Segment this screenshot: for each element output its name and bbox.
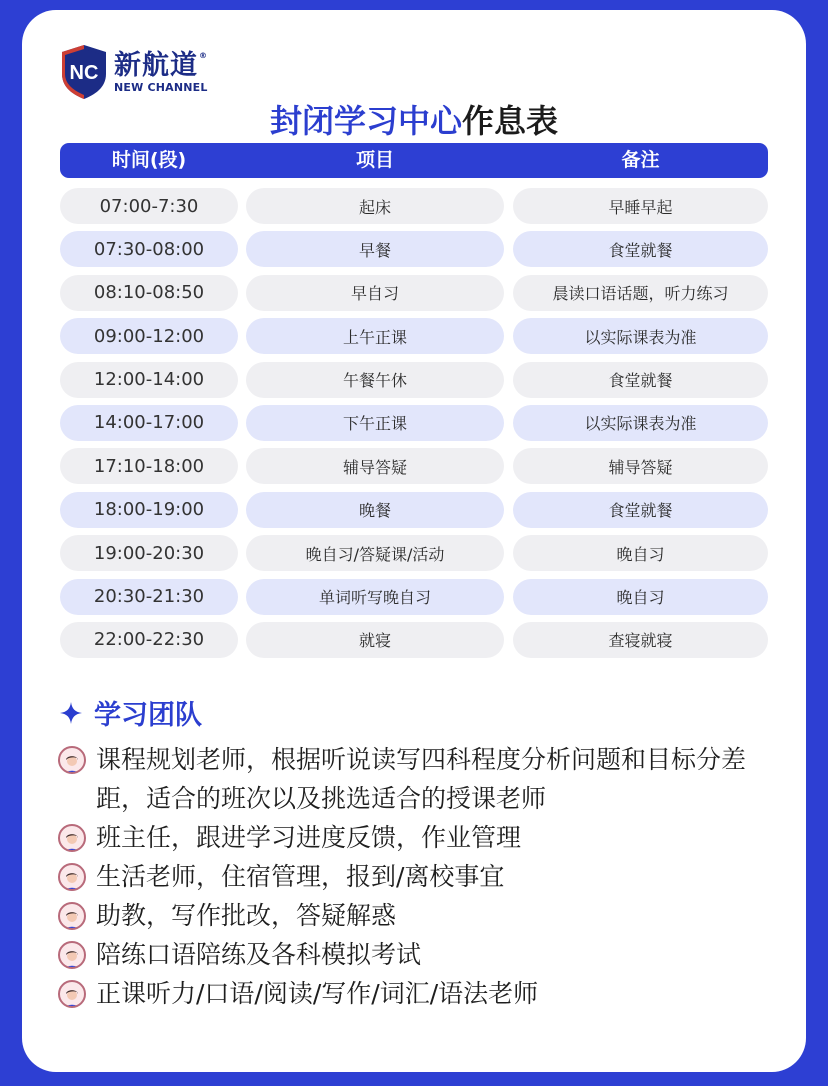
cell-item: 单词听写晚自习 bbox=[246, 579, 504, 615]
avatar-icon bbox=[58, 980, 86, 1008]
cell-note: 以实际课表为准 bbox=[513, 318, 768, 354]
team-list bbox=[58, 740, 778, 1013]
logo-wordmark bbox=[114, 49, 208, 94]
title-highlight: 封闭学习中心 bbox=[269, 102, 462, 140]
shield-logo-icon bbox=[60, 44, 108, 100]
table-row bbox=[60, 579, 768, 622]
logo-mark: NC bbox=[69, 62, 99, 84]
cell-note: 以实际课表为准 bbox=[513, 405, 768, 441]
team-item-text: 助教，写作批改，答疑解惑 bbox=[96, 901, 397, 930]
table-row bbox=[60, 231, 768, 274]
avatar-icon bbox=[58, 824, 86, 852]
avatar-icon bbox=[58, 863, 86, 891]
header-item: 项目 bbox=[355, 149, 394, 171]
team-list-item bbox=[58, 896, 778, 935]
team-list-item bbox=[58, 857, 778, 896]
cell-time: 17:10-18:00 bbox=[60, 448, 238, 484]
table-row bbox=[60, 492, 768, 535]
table-row bbox=[60, 622, 768, 665]
cell-note: 晚自习 bbox=[513, 579, 768, 615]
team-item-text: 班主任，跟进学习进度反馈，作业管理 bbox=[96, 823, 522, 852]
cell-item: 晚餐 bbox=[246, 492, 504, 528]
team-list-item bbox=[58, 818, 778, 857]
cell-time: 12:00-14:00 bbox=[60, 362, 238, 398]
cell-time: 07:30-08:00 bbox=[60, 231, 238, 267]
brand-logo bbox=[60, 44, 208, 100]
table-row bbox=[60, 318, 768, 361]
table-row bbox=[60, 275, 768, 318]
cell-time: 09:00-12:00 bbox=[60, 318, 238, 354]
table-row bbox=[60, 448, 768, 491]
cell-item: 辅导答疑 bbox=[246, 448, 504, 484]
header-note: 备注 bbox=[621, 149, 660, 171]
sparkle-icon bbox=[60, 702, 82, 724]
schedule-table-body bbox=[60, 188, 768, 665]
team-item-text: 生活老师，住宿管理，报到/离校事宜 bbox=[96, 862, 505, 891]
cell-item: 起床 bbox=[246, 188, 504, 224]
cell-item: 早餐 bbox=[246, 231, 504, 267]
avatar-icon bbox=[58, 746, 86, 774]
team-list-item bbox=[58, 974, 778, 1013]
cell-time: 14:00-17:00 bbox=[60, 405, 238, 441]
cell-note: 食堂就餐 bbox=[513, 492, 768, 528]
header-time: 时间(段) bbox=[111, 149, 187, 171]
cell-time: 20:30-21:30 bbox=[60, 579, 238, 615]
table-row bbox=[60, 362, 768, 405]
cell-note: 辅导答疑 bbox=[513, 448, 768, 484]
avatar-icon bbox=[58, 941, 86, 969]
cell-note: 食堂就餐 bbox=[513, 362, 768, 398]
cell-note: 晨读口语话题，听力练习 bbox=[513, 275, 768, 311]
cell-note: 食堂就餐 bbox=[513, 231, 768, 267]
table-row bbox=[60, 535, 768, 578]
cell-time: 07:00-7:30 bbox=[60, 188, 238, 224]
cell-item: 早自习 bbox=[246, 275, 504, 311]
team-item-text: 正课听力/口语/阅读/写作/词汇/语法老师 bbox=[96, 979, 539, 1008]
table-row bbox=[60, 188, 768, 231]
cell-item: 就寝 bbox=[246, 622, 504, 658]
title-rest: 作息表 bbox=[462, 102, 559, 140]
cell-note: 晚自习 bbox=[513, 535, 768, 571]
cell-note: 早睡早起 bbox=[513, 188, 768, 224]
page-title bbox=[22, 96, 806, 142]
table-row bbox=[60, 405, 768, 448]
cell-item: 上午正课 bbox=[246, 318, 504, 354]
avatar-icon bbox=[58, 902, 86, 930]
cell-item: 下午正课 bbox=[246, 405, 504, 441]
team-list-item bbox=[58, 935, 778, 974]
cell-time: 08:10-08:50 bbox=[60, 275, 238, 311]
team-section-title bbox=[60, 693, 202, 732]
team-title: 学习团队 bbox=[94, 700, 202, 731]
team-item-text: 陪练口语陪练及各科模拟考试 bbox=[96, 940, 422, 969]
team-item-text: 课程规划老师，根据听说读写四科程度分析问题和目标分差距，适合的班次以及挑选适合的授课老师 bbox=[96, 745, 747, 813]
poster-card bbox=[22, 10, 806, 1072]
cell-time: 18:00-19:00 bbox=[60, 492, 238, 528]
cell-note: 查寝就寝 bbox=[513, 622, 768, 658]
cell-item: 晚自习/答疑课/活动 bbox=[246, 535, 504, 571]
logo-en-name: NEW CHANNEL bbox=[114, 80, 208, 94]
cell-time: 22:00-22:30 bbox=[60, 622, 238, 658]
logo-cn-name: 新航道 bbox=[114, 49, 198, 81]
team-list-item bbox=[58, 740, 778, 818]
cell-time: 19:00-20:30 bbox=[60, 535, 238, 571]
registered-mark: ® bbox=[199, 50, 208, 60]
schedule-table-header bbox=[60, 143, 768, 178]
cell-item: 午餐午休 bbox=[246, 362, 504, 398]
